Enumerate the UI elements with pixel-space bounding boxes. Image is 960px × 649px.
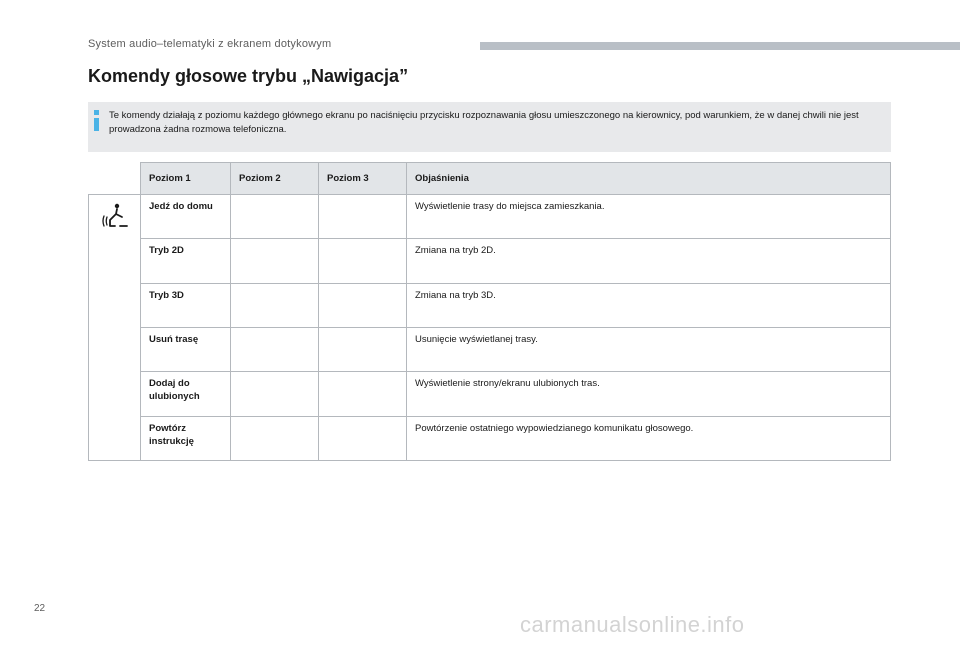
level3-cell: [319, 372, 407, 416]
table-header-explanation: Objaśnienia: [407, 163, 891, 195]
explanation-cell: Zmiana na tryb 2D.: [407, 239, 891, 283]
voice-command-icon: [101, 203, 129, 229]
level1-cell: Tryb 2D: [141, 239, 231, 283]
level3-cell: [319, 416, 407, 460]
level3-cell: [319, 195, 407, 239]
info-box: [88, 102, 891, 152]
level2-cell: [231, 416, 319, 460]
explanation-cell: Zmiana na tryb 3D.: [407, 283, 891, 327]
info-icon: [93, 110, 101, 130]
watermark: carmanualsonline.info: [520, 612, 745, 637]
voice-commands-table: [88, 162, 891, 461]
table-header-blank: [89, 163, 141, 195]
section-title: System audio–telematyki z ekranem dotykowym: [88, 38, 332, 50]
level1-cell: Tryb 3D: [141, 283, 231, 327]
page-number: 22: [34, 603, 46, 614]
level3-cell: [319, 327, 407, 371]
level1-cell: Usuń trasę: [141, 327, 231, 371]
explanation-cell: Powtórzenie ostatniego wypowiedzianego komunikatu głosowego.: [407, 416, 891, 460]
explanation-cell: Wyświetlenie strony/ekranu ulubionych tras.: [407, 372, 891, 416]
explanation-cell: Usunięcie wyświetlanej trasy.: [407, 327, 891, 371]
info-text: Te komendy działają z poziomu każdego głównego ekranu po naciśnięciu przycisku rozpoznawania głosu umieszczonego na kierownicy, pod warunkiem, że w danej chwili nie jest prowadzona żadna rozmowa telefoniczna.: [109, 110, 859, 135]
explanation-cell: Wyświetlenie trasy do miejsca zamieszkania.: [407, 195, 891, 239]
table-row: [89, 195, 891, 239]
level1-cell: Powtórz instrukcję: [141, 416, 231, 460]
table-header-row: [89, 163, 891, 195]
table-row: [89, 239, 891, 283]
header-bar: [480, 42, 960, 50]
icon-cell: [89, 195, 141, 461]
table-header-level1: Poziom 1: [141, 163, 231, 195]
table-row: [89, 283, 891, 327]
table-header-level2: Poziom 2: [231, 163, 319, 195]
level2-cell: [231, 327, 319, 371]
level2-cell: [231, 372, 319, 416]
table-header-level3: Poziom 3: [319, 163, 407, 195]
table-row: [89, 327, 891, 371]
table-row: [89, 372, 891, 416]
level2-cell: [231, 239, 319, 283]
level3-cell: [319, 283, 407, 327]
table-row: [89, 416, 891, 460]
level2-cell: [231, 283, 319, 327]
level3-cell: [319, 239, 407, 283]
level2-cell: [231, 195, 319, 239]
level1-cell: Dodaj do ulubionych: [141, 372, 231, 416]
page-title: Komendy głosowe trybu „Nawigacja”: [88, 66, 409, 86]
level1-cell: Jedź do domu: [141, 195, 231, 239]
